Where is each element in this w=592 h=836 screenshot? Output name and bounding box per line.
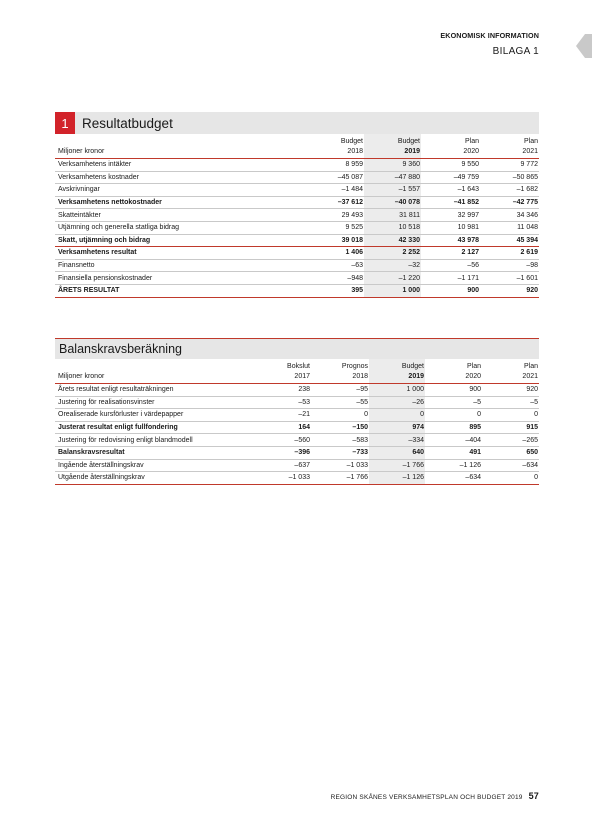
row-label: Justering för realisationsvinster: [58, 398, 155, 406]
balanskrav-title: Balanskravsberäkning: [59, 342, 182, 356]
table-cell: 32 997: [457, 211, 479, 219]
table-cell: –26: [369, 396, 425, 409]
table-cell: 915: [526, 424, 538, 432]
table-cell: –45 087: [337, 173, 363, 181]
table-cell: –396: [294, 449, 310, 457]
table-row: [55, 159, 539, 172]
row-label: Ingående återställningskrav: [58, 461, 144, 469]
row-label: Skatt, utjämning och bidrag: [58, 236, 151, 244]
section-heading: EKONOMISK INFORMATION: [440, 31, 539, 40]
column-header-top: Plan: [466, 363, 481, 370]
table-row: [55, 259, 539, 272]
table-cell: –334: [369, 434, 425, 447]
table-cell: –56: [467, 262, 479, 270]
resultatbudget-section: [55, 112, 539, 298]
table-cell: 10 981: [457, 224, 479, 232]
table-cell: 920: [526, 287, 538, 295]
row-label: Balanskravsresultat: [58, 449, 125, 457]
table-row: [55, 171, 539, 184]
table-cell: 42 330: [364, 234, 421, 247]
table-cell: 491: [469, 449, 481, 457]
table-cell: –53: [298, 398, 310, 406]
page-tab-marker: [576, 34, 585, 58]
column-header-year: 2017: [294, 372, 310, 380]
table-cell: –21: [298, 411, 310, 419]
table-cell: 920: [526, 386, 538, 394]
table-cell: 45 394: [516, 236, 538, 244]
table-cell: 0: [364, 411, 368, 419]
table-cell: –49 759: [453, 173, 479, 181]
column-header-year: 2019: [404, 147, 420, 155]
column-header: [480, 134, 539, 159]
balanskrav-table: [55, 359, 539, 485]
column-header-year: 2018: [352, 372, 368, 380]
table-cell: –1 126: [459, 461, 481, 469]
row-label: Finansnetto: [58, 262, 95, 270]
table-cell: 2 619: [520, 249, 538, 257]
table-row: [55, 396, 539, 409]
balanskrav-section: [55, 338, 539, 485]
resultatbudget-header-row: [55, 134, 539, 159]
table-row: [55, 384, 539, 397]
table-cell: 640: [369, 446, 425, 459]
row-label: ÅRETS RESULTAT: [58, 287, 120, 295]
table-cell: 0: [369, 409, 425, 422]
table-cell: –32: [364, 259, 421, 272]
column-header: [311, 359, 369, 384]
row-label: Finansiella pensionskostnader: [58, 274, 153, 282]
column-header-top: Prognos: [341, 363, 368, 370]
table-cell: –95: [356, 386, 368, 394]
page-footer: [331, 791, 539, 801]
table-cell: 1 406: [345, 249, 363, 257]
table-cell: 0: [477, 411, 481, 419]
resultatbudget-title-bar: [55, 112, 539, 134]
table-cell: –560: [294, 436, 310, 444]
table-cell: 10 518: [364, 221, 421, 234]
table-cell: –1 557: [364, 184, 421, 197]
table-cell: –98: [526, 262, 538, 270]
table-cell: –634: [522, 461, 538, 469]
table-cell: 9 360: [364, 159, 421, 172]
footer-title: REGION SKÅNES VERKSAMHETSPLAN OCH BUDGET 2019: [330, 794, 523, 801]
row-label: Utgående återställningskrav: [58, 474, 145, 482]
row-label: Orealiserade kursförluster i värdepapper: [58, 411, 184, 419]
table-cell: 29 493: [341, 211, 363, 219]
table-cell: –40 078: [364, 196, 421, 209]
table-cell: 11 048: [517, 224, 538, 232]
balanskrav-header-row: [55, 359, 539, 384]
row-label: Skatteintäkter: [58, 211, 101, 219]
table-cell: –1 484: [341, 186, 363, 194]
table-cell: 900: [469, 386, 481, 394]
table-row: [55, 409, 539, 422]
table-cell: 34 346: [516, 211, 538, 219]
table-cell: 164: [298, 424, 310, 432]
resultatbudget-title: Resultatbudget: [82, 115, 173, 131]
table-row: [55, 459, 539, 472]
resultatbudget-table: [55, 134, 539, 298]
table-cell: –948: [347, 274, 363, 282]
row-label: Verksamhetens resultat: [58, 249, 137, 257]
column-header-top: Budget: [340, 138, 363, 145]
table-cell: –637: [294, 461, 310, 469]
table-cell: 9 525: [345, 224, 363, 232]
column-header-year: 2020: [465, 372, 481, 380]
appendix-label: BILAGA 1: [492, 46, 539, 57]
table-row: [55, 247, 539, 260]
row-label: Verksamhetens kostnader: [58, 173, 139, 181]
column-header-top: Plan: [523, 363, 538, 370]
table-cell: 0: [534, 474, 538, 482]
table-row: [55, 446, 539, 459]
column-header-year: 2021: [522, 372, 538, 380]
column-header: [482, 359, 539, 384]
table-cell: 31 811: [364, 209, 421, 222]
table-row: [55, 234, 539, 247]
table-cell: 895: [469, 424, 481, 432]
column-header: [364, 134, 421, 159]
table-cell: 395: [351, 287, 363, 295]
table-row: [55, 421, 539, 434]
table-cell: –1 601: [516, 274, 538, 282]
table-cell: 2 252: [364, 247, 421, 260]
table-cell: 9 772: [520, 161, 538, 169]
table-cell: 238: [298, 386, 310, 394]
table-cell: –5: [473, 398, 481, 406]
table-cell: –55: [356, 398, 368, 406]
table-cell: –50 865: [512, 173, 538, 181]
table-cell: –41 852: [453, 199, 479, 207]
column-header-year: 2018: [347, 147, 363, 155]
table-cell: 8 959: [345, 161, 363, 169]
column-header: [369, 359, 425, 384]
page-number: 57: [528, 791, 539, 801]
table-cell: –1 766: [369, 459, 425, 472]
table-cell: 650: [526, 449, 538, 457]
column-header-top: Bokslut: [287, 363, 310, 370]
table-row: [55, 472, 539, 485]
table-cell: –5: [530, 398, 538, 406]
column-header-top: Budget: [397, 138, 420, 145]
table-cell: –42 775: [512, 199, 538, 207]
table-row: [55, 434, 539, 447]
table-cell: –733: [352, 449, 368, 457]
table-cell: –1 220: [364, 272, 421, 285]
column-header: [253, 359, 311, 384]
table-number-badge: 1: [55, 112, 75, 134]
table-row: [55, 196, 539, 209]
column-header-year: 2019: [408, 372, 424, 380]
column-header-top: Plan: [523, 138, 538, 145]
row-label: Årets resultat enligt resultaträkningen: [58, 386, 174, 394]
row-label: Utjämning och generella statliga bidrag: [58, 224, 180, 232]
table-cell: –1 033: [346, 461, 368, 469]
column-header: [425, 359, 482, 384]
row-label: Verksamhetens intäkter: [58, 161, 132, 169]
table-cell: 900: [467, 287, 479, 295]
table-cell: –1 171: [457, 274, 479, 282]
table-cell: –634: [465, 474, 481, 482]
balanskrav-title-bar: [55, 338, 539, 359]
table-cell: 9 550: [461, 161, 479, 169]
table-cell: –265: [522, 436, 538, 444]
table-cell: –37 612: [337, 199, 363, 207]
table-cell: 1 000: [369, 384, 425, 397]
column-header-year: 2021: [522, 147, 538, 155]
table-cell: 39 018: [341, 236, 363, 244]
column-header-top: Budget: [401, 363, 424, 370]
row-label: Verksamhetens nettokostnader: [58, 199, 162, 207]
table-cell: –1 126: [369, 472, 425, 485]
column-header-year: 2020: [463, 147, 479, 155]
row-label: Avskrivningar: [58, 186, 100, 194]
table-row: [55, 209, 539, 222]
page-tab-marker-body: [585, 34, 592, 58]
table-cell: –404: [465, 436, 481, 444]
table-cell: –1 643: [457, 186, 479, 194]
table-row: [55, 221, 539, 234]
unit-label: Miljoner kronor: [58, 147, 105, 155]
table-cell: 2 127: [461, 249, 479, 257]
table-cell: 974: [369, 421, 425, 434]
table-cell: –150: [352, 424, 368, 432]
table-cell: –583: [352, 436, 368, 444]
unit-label: Miljoner kronor: [58, 372, 105, 380]
table-cell: –1 766: [346, 474, 368, 482]
table-cell: 43 978: [457, 236, 479, 244]
row-label: Justerat resultat enligt fullfondering: [58, 424, 178, 432]
table-row: [55, 184, 539, 197]
row-label: Justering för redovisning enligt blandmodell: [58, 436, 193, 444]
column-header-top: Plan: [464, 138, 479, 145]
table-cell: 1 000: [364, 284, 421, 297]
table-cell: –1 033: [288, 474, 310, 482]
table-row: [55, 284, 539, 297]
table-cell: 0: [534, 411, 538, 419]
table-cell: –47 880: [364, 171, 421, 184]
table-row: [55, 272, 539, 285]
table-cell: –63: [351, 262, 363, 270]
column-header: [421, 134, 480, 159]
column-header: [307, 134, 364, 159]
table-cell: –1 682: [516, 186, 538, 194]
